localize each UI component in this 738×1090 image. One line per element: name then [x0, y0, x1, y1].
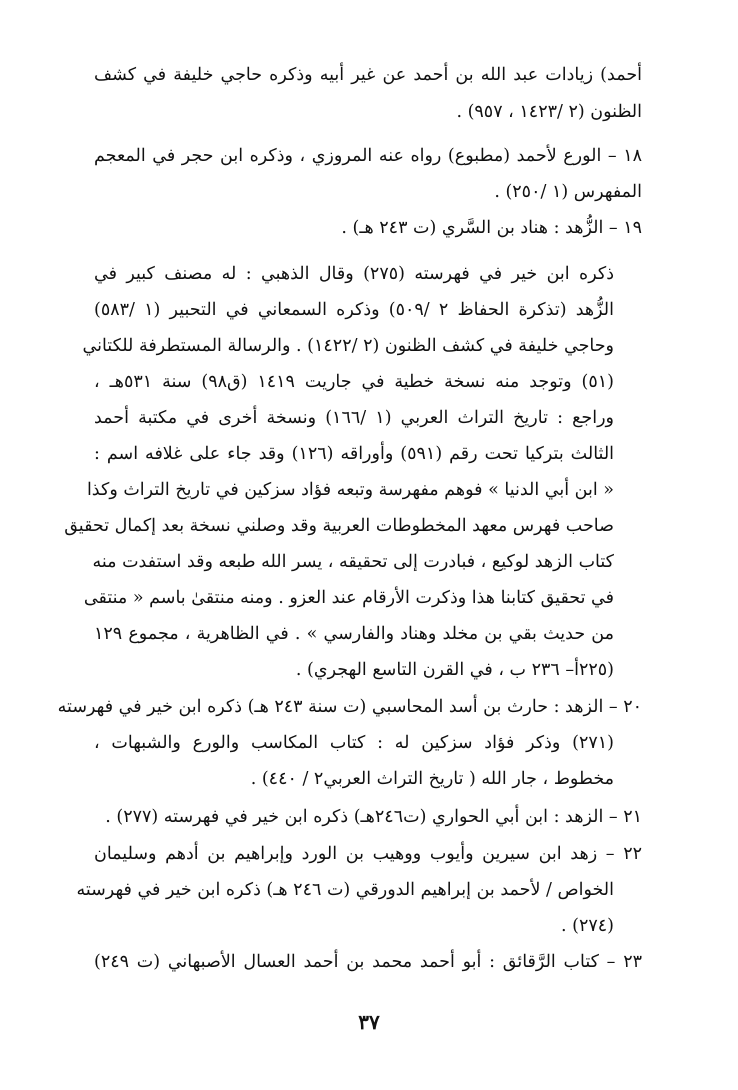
entry-19-note-line: الزُّهد (تذكرة الحفاظ ٢ /٥٠٩) وذكره السمعاني في التحبير (١ /٥٨٣): [94, 300, 614, 320]
entry-19-note-line: وراجع : تاريخ التراث العربي (١ /١٦٦) ونسخة أخرى في مكتبة أحمد: [94, 408, 614, 428]
entry-22-line: الخواص / لأحمد بن إبراهيم الدورقي (ت ٢٤٦ هـ) ذكره ابن خير في فهرسته: [76, 880, 614, 900]
entry-19-note-line: ذكره ابن خير في فهرسته (٢٧٥) وقال الذهبي : له مصنف كبير في: [94, 264, 614, 284]
entry-20-line: (٢٧١) وذكر فؤاد سزكين له : كتاب المكاسب والورع والشبهات ،: [94, 733, 614, 753]
entry-19-note-line: (٢٢٥أ– ٢٣٦ ب ، في القرن التاسع الهجري) .: [295, 660, 614, 680]
entry-19-note-line: في تحقيق كتابنا هذا وذكرت الأرقام عند العزو . ومنه منتقىٰ باسم « منتقى: [83, 588, 614, 608]
entry-17-continuation-line: الظنون (٢ /١٤٢٣ ، ٩٥٧) .: [456, 102, 642, 122]
entry-19-note-line: وحاجي خليفة في كشف الظنون (٢ /١٤٢٢) . والرسالة المستطرفة للكتاني: [82, 336, 614, 356]
page-number: ٣٧: [358, 1010, 380, 1034]
entry-18-line: المفهرس (١ /٢٥٠) .: [494, 182, 642, 202]
entry-20-line: مخطوط ، جار الله ( تاريخ التراث العربي٢ / ٤٤٠) .: [250, 769, 614, 789]
entry-19-note-line: كتاب الزهد لوكيع ، فبادرت إلى تحقيقه ، يسر الله طبعه وقد استفدت منه: [92, 552, 614, 572]
entry-20-line: ٢٠ – الزهد : حارث بن أسد المحاسبي (ت سنة ٢٤٣ هـ) ذكره ابن خير في فهرسته: [57, 697, 642, 717]
entry-18-line: ١٨ – الورع لأحمد (مطبوع) رواه عنه المروزي ، وذكره ابن حجر في المعجم: [94, 146, 642, 166]
entry-19-heading: ١٩ – الزُّهد : هناد بن السَّري (ت ٢٤٣ هـ) .: [341, 218, 642, 238]
entry-23-line: ٢٣ – كتاب الرَّقائق : أبو أحمد محمد بن أحمد العسال الأصبهاني (ت ٢٤٩): [94, 952, 642, 972]
entry-19-note-line: صاحب فهرس معهد المخطوطات العربية وقد وصلني نسخة بعد إكمال تحقيق: [64, 516, 614, 536]
entry-19-note-line: الثالث بتركيا تحت رقم (٥٩١) وأوراقه (١٢٦) وقد جاء على غلافه اسم :: [94, 444, 615, 464]
entry-19-note-line: (٥١) وتوجد منه نسخة خطية في جاريت ١٤١٩ (ق٩٨) سنة ٥٣١هـ ،: [94, 372, 614, 392]
entry-19-note-line: من حديث بقي بن مخلد وهناد والفارسي » . في الظاهرية ، مجموع ١٢٩: [94, 624, 614, 644]
entry-22-line: (٢٧٤) .: [561, 916, 614, 936]
entry-21-line: ٢١ – الزهد : ابن أبي الحواري (ت٢٤٦هـ) ذكره ابن خير في فهرسته (٢٧٧) .: [105, 807, 642, 827]
entry-22-line: ٢٢ – زهد ابن سيرين وأيوب ووهيب بن الورد وإبراهيم بن أدهم وسليمان: [94, 844, 642, 864]
entry-19-note-line: « ابن أبي الدنيا » فوهم مفهرسة وتبعه فؤاد سزكين في تاريخ التراث وكذا: [86, 480, 614, 500]
entry-17-continuation-line: أحمد) زيادات عبد الله بن أحمد عن غير أبيه وذكره حاجي خليفة في كشف: [94, 65, 642, 85]
